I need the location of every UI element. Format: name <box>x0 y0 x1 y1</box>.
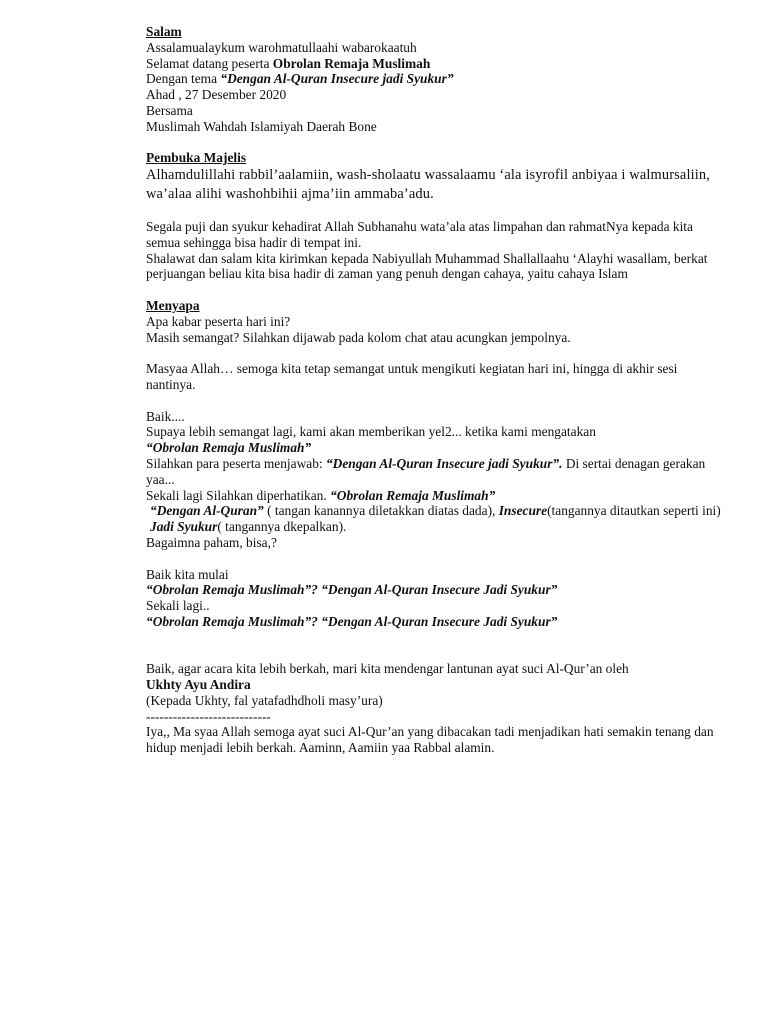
arabic-opening-paragraph: Alhamdulillahi rabbil’aalamiin, wash-sholaatu wassalaamu ‘ala isyrofil anbiyaa i walmursaliin, wa’alaa alihi washohbihii ajma’iin ammaba’adu. <box>146 167 710 202</box>
sekali-line <box>146 488 726 504</box>
gesture-3-desc: ( tangannya dkepalkan). <box>217 519 347 535</box>
question-line-2: Masih semangat? Silahkan dijawab pada kolom chat atau acungkan jempolnya. <box>146 329 571 345</box>
gesture-paragraph <box>146 503 726 535</box>
cheer-line-2 <box>146 614 726 630</box>
gesture-1-desc: ( tangan kanannya diletakkan diatas dada), <box>263 503 499 519</box>
spacer <box>146 135 726 151</box>
shalawat-paragraph: Shalawat dan salam kita kirimkan kepada Nabiyullah Muhammad Shallallaahu ‘Alayhi wasallam, berkat perjuangan beliau kita bisa hadir di zaman yang penuh dengan cahaya, yaitu cahaya Islam <box>146 250 708 282</box>
with-line: Bersama <box>146 102 193 118</box>
closing-paragraph: Iya,, Ma syaa Allah semoga ayat suci Al-Qur’an yang dibacakan tadi menjadikan hati semakin tenang dan hidup menjadi lebih berkah. Aaminn, Aamiin yaa Rabbal alamin. <box>146 724 714 756</box>
theme-title: “Dengan Al-Quran Insecure jadi Syukur” <box>220 71 454 87</box>
cheer-answer-2: “Dengan Al-Quran Insecure Jadi Syukur” <box>321 613 558 629</box>
cheer-call-2: “Obrolan Remaja Muslimah”? <box>146 613 322 629</box>
cheer-answer: “Dengan Al-Quran Insecure Jadi Syukur” <box>321 582 558 598</box>
gesture-2-desc: (tangannya ditautkan seperti ini) <box>547 503 721 519</box>
event-name: Obrolan Remaja Muslimah <box>272 55 431 71</box>
welcome-prefix: Selamat datang peserta <box>146 55 273 71</box>
request-line: (Kepada Ukhty, fal yatafadhdholi masy’ura) <box>146 692 383 708</box>
sekali-lagi-line: Sekali lagi.. <box>146 598 210 614</box>
welcome-line <box>146 56 726 72</box>
spacer <box>146 203 726 219</box>
section-heading-salam: Salam <box>146 24 182 39</box>
cheer-line-1 <box>146 582 726 598</box>
spacer <box>146 630 726 646</box>
yel-call-line: “Obrolan Remaja Muslimah” <box>146 440 312 456</box>
spacer <box>146 345 726 361</box>
supaya-line: Supaya lebih semangat lagi, kami akan memberikan yel2... ketika kami mengatakan <box>146 424 596 440</box>
praise-paragraph: Segala puji dan syukur kehadirat Allah Subhanahu wata’ala atas limpahan dan rahmatNya kepada kita semua sehingga bisa hadir di tempat ini. <box>146 218 693 250</box>
gesture-2: Insecure <box>498 503 548 519</box>
reciter-name: Ukhty Ayu Andira <box>146 677 251 693</box>
sekali-prefix: Sekali lagi Silahkan diperhatikan. <box>146 487 331 503</box>
greeting-line: Assalamualaykum warohmatullaahi wabarokaatuh <box>146 39 417 55</box>
silahkan-answer: “Dengan Al-Quran Insecure jadi Syukur”. <box>325 455 563 471</box>
section-heading-pembuka: Pembuka Majelis <box>146 150 247 166</box>
cheer-call: “Obrolan Remaja Muslimah”? <box>146 582 322 598</box>
spacer <box>146 645 726 661</box>
theme-prefix: Dengan tema <box>146 71 221 87</box>
spacer <box>146 551 726 567</box>
tilawah-intro-line: Baik, agar acara kita lebih berkah, mari kita mendengar lantunan ayat suci Al-Qur’an oleh <box>146 661 629 677</box>
masyaa-paragraph: Masyaa Allah… semoga kita tetap semangat untuk mengikuti kegiatan hari ini, hingga di akhir sesi nantinya. <box>146 361 678 392</box>
theme-line <box>146 71 726 87</box>
paham-line: Bagaimna paham, bisa,? <box>146 534 277 550</box>
silahkan-paragraph <box>146 456 726 488</box>
question-line-1: Apa kabar peserta hari ini? <box>146 313 291 329</box>
gesture-1: “Dengan Al-Quran” <box>150 503 264 519</box>
sekali-call: “Obrolan Remaja Muslimah” <box>330 487 496 503</box>
baik-line: Baik.... <box>146 408 185 424</box>
organizer-line: Muslimah Wahdah Islamiyah Daerah Bone <box>146 118 377 134</box>
spacer <box>146 282 726 298</box>
date-line: Ahad , 27 Desember 2020 <box>146 87 287 103</box>
separator-line: ---------------------------- <box>146 708 271 724</box>
mulai-line: Baik kita mulai <box>146 566 229 582</box>
spacer <box>146 393 726 409</box>
silahkan-prefix: Silahkan para peserta menjawab: <box>146 455 326 471</box>
silahkan-suffix: Di sertai denagan gerakan yaa... <box>146 455 706 487</box>
section-heading-menyapa: Menyapa <box>146 297 200 313</box>
gesture-3: Jadi Syukur <box>150 519 218 535</box>
document-body <box>146 24 726 756</box>
